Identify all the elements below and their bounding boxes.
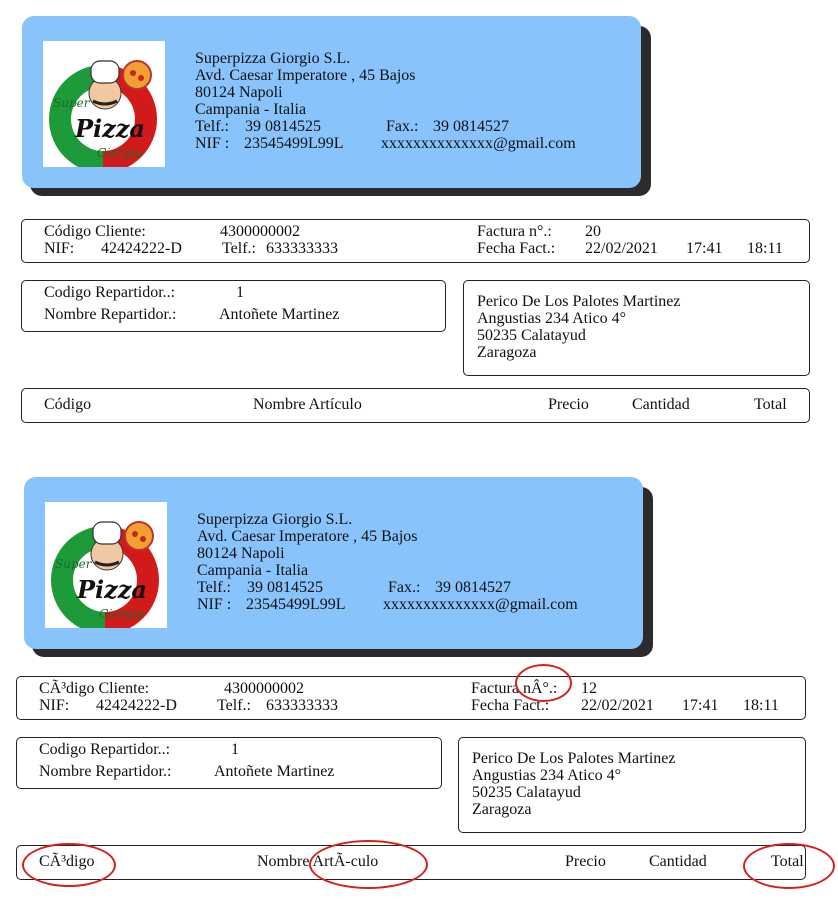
- company-address: Avd. Caesar Imperatore , 45 Bajos: [197, 528, 418, 545]
- company-name: Superpizza Giorgio S.L.: [197, 511, 353, 528]
- company-nif: 23545499L99L: [246, 596, 346, 613]
- company-name: Superpizza Giorgio S.L.: [195, 50, 351, 67]
- company-address: Avd. Caesar Imperatore , 45 Bajos: [195, 67, 416, 84]
- annotation-circle-col-code: [22, 843, 116, 887]
- company-nif-label: NIF :: [195, 135, 230, 152]
- annotation-circle-col-name: [309, 840, 428, 889]
- customer-region: Zaragoza: [472, 801, 532, 818]
- invoice-number: 20: [585, 223, 601, 240]
- customer-address: Angustias 234 Atico 4°: [472, 767, 622, 784]
- company-email: xxxxxxxxxxxxxx@gmail.com: [383, 596, 578, 613]
- logo-text-pizza: Pizza: [75, 114, 145, 143]
- company-logo: [43, 41, 165, 167]
- invoice-time-1: 17:41: [682, 697, 719, 714]
- company-logo: [45, 502, 167, 628]
- invoice-date-label: Fecha Fact.:: [471, 697, 550, 714]
- invoice-time-2: 18:11: [747, 240, 783, 257]
- invoice-date-label: Fecha Fact.:: [477, 240, 556, 257]
- invoice-date: 22/02/2021: [585, 240, 658, 257]
- col-header-qty: Cantidad: [632, 396, 690, 413]
- company-tel: 39 0814525: [247, 579, 323, 596]
- invoice-date: 22/02/2021: [581, 697, 654, 714]
- client-tel-label: Telf.:: [222, 240, 256, 257]
- col-header-name: Nombre ArtÃ-culo: [257, 853, 379, 870]
- invoice-number-label: Factura nÂ°.:: [471, 680, 558, 697]
- client-tel: 633333333: [266, 697, 338, 714]
- logo-text-super: Super: [55, 557, 92, 571]
- customer-region: Zaragoza: [477, 344, 537, 361]
- client-nif-label: NIF:: [39, 697, 70, 714]
- company-tel: 39 0814525: [245, 118, 321, 135]
- annotation-circle-invoice-label: [515, 664, 572, 702]
- delivery-code-label: Codigo Repartidor..:: [44, 284, 176, 301]
- col-header-total: Total: [771, 853, 804, 870]
- col-header-name: Nombre Artículo: [253, 396, 362, 413]
- client-code-label: CÃ³digo Cliente:: [39, 680, 150, 697]
- col-header-total: Total: [754, 396, 787, 413]
- company-tel-label: Telf.:: [197, 579, 231, 596]
- col-header-code: Código: [44, 396, 92, 413]
- company-nif: 23545499L99L: [244, 135, 344, 152]
- invoice-time-2: 18:11: [743, 697, 779, 714]
- col-header-price: Precio: [548, 396, 589, 413]
- company-region: Campania - Italia: [195, 101, 307, 118]
- client-code: 4300000002: [224, 680, 304, 697]
- delivery-name-label: Nombre Repartidor.:: [44, 306, 177, 323]
- company-fax-label: Fax.:: [388, 579, 421, 596]
- delivery-code: 1: [236, 284, 244, 301]
- customer-name: Perico De Los Palotes Martinez: [477, 293, 681, 310]
- client-nif: 42424222-D: [101, 240, 182, 257]
- logo-text-super: Super: [53, 96, 90, 110]
- delivery-name-label: Nombre Repartidor.:: [39, 763, 172, 780]
- client-code: 4300000002: [220, 223, 300, 240]
- company-fax: 39 0814527: [433, 118, 509, 135]
- client-nif: 42424222-D: [96, 697, 177, 714]
- invoice-time-1: 17:41: [686, 240, 723, 257]
- client-code-label: Código Cliente:: [44, 223, 146, 240]
- delivery-name: Antoñete Martinez: [214, 763, 335, 780]
- delivery-code-label: Codigo Repartidor..:: [39, 741, 171, 758]
- company-nif-label: NIF :: [197, 596, 232, 613]
- col-header-qty: Cantidad: [649, 853, 707, 870]
- company-email: xxxxxxxxxxxxxx@gmail.com: [381, 135, 576, 152]
- delivery-code: 1: [231, 741, 239, 758]
- client-nif-label: NIF:: [44, 240, 75, 257]
- invoice-number-label: Factura n°.:: [477, 223, 552, 240]
- customer-city: 50235 Calatayud: [472, 784, 581, 801]
- customer-name: Perico De Los Palotes Martinez: [472, 750, 676, 767]
- col-header-code: CÃ³digo: [39, 853, 95, 870]
- pizza-logo-icon: [43, 41, 165, 167]
- company-fax-label: Fax.:: [386, 118, 419, 135]
- company-region: Campania - Italia: [197, 562, 309, 579]
- customer-address: Angustias 234 Atico 4°: [477, 310, 627, 327]
- customer-city: 50235 Calatayud: [477, 327, 586, 344]
- logo-text-giorgio: Giorgio: [97, 146, 143, 160]
- company-city: 80124 Napoli: [197, 545, 285, 562]
- logo-text-pizza: Pizza: [77, 575, 147, 604]
- invoice-number: 12: [581, 680, 597, 697]
- company-fax: 39 0814527: [435, 579, 511, 596]
- annotation-circle-col-total: [743, 843, 835, 889]
- company-tel-label: Telf.:: [195, 118, 229, 135]
- col-header-price: Precio: [565, 853, 606, 870]
- logo-text-giorgio: Giorgio: [99, 607, 145, 621]
- company-city: 80124 Napoli: [195, 84, 283, 101]
- pizza-logo-icon: [45, 502, 167, 628]
- client-tel: 633333333: [266, 240, 338, 257]
- items-header-box: [21, 388, 810, 423]
- client-tel-label: Telf.:: [217, 697, 251, 714]
- delivery-name: Antoñete Martinez: [219, 306, 340, 323]
